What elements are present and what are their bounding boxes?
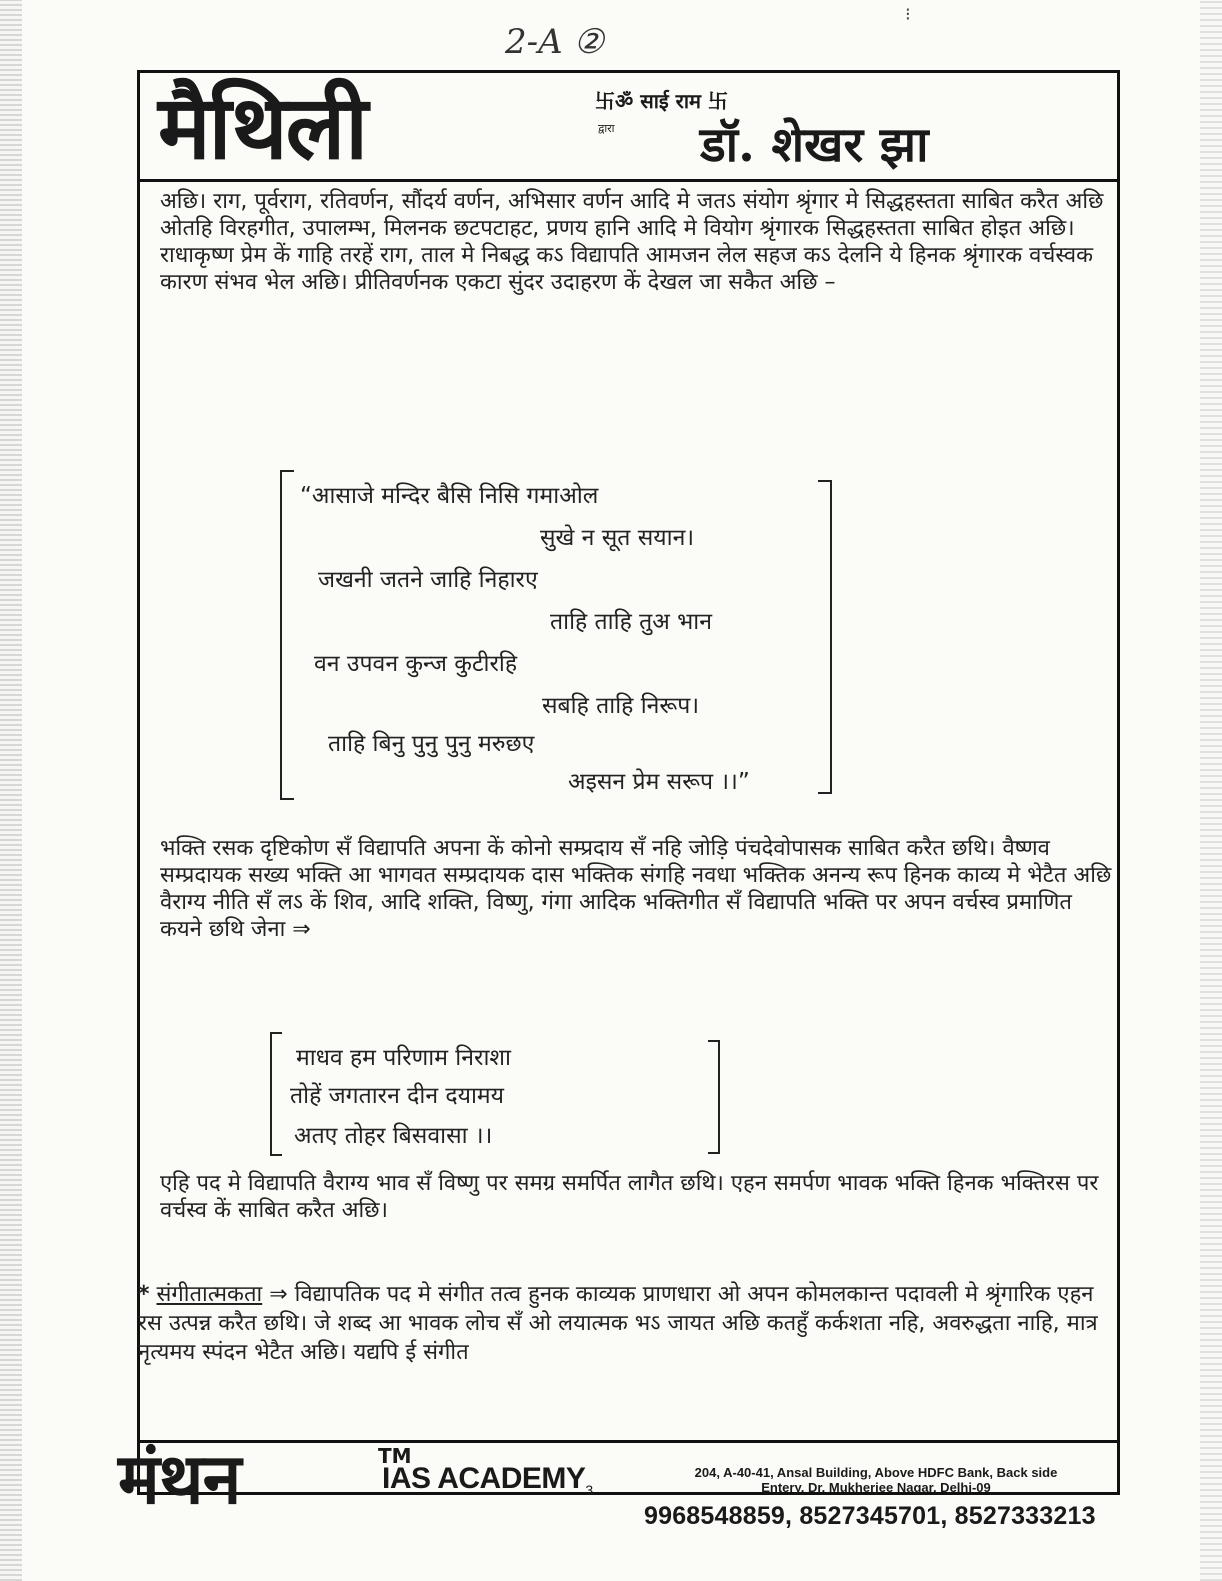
section-text: विद्यापतिक पद मे संगीत तत्व हुनक काव्यक प्राणधारा ओ अपन कोमलकान्त पदावली मे श्रृंगारिक एहन रस उत्पन्न करैत छथि। जे शब्द आ भावक लोच सँ ओ लयात्मक भऽ जायत अछि कतहुँ कर्कशता नहि, अवरुद्धता नाहि, मात्र नृत्यमय स्पंदन भेटैत अछि। यद्यपि ई संगीत [138, 1282, 1098, 1365]
verse-line: ताहि ताहि तुअ भान [550, 609, 712, 635]
paragraph-bhakti: भक्ति रसक दृष्टिकोण सँ विद्यापति अपना कें कोनो सम्प्रदाय सँ नहि जोड़ि पंचदेवोपासक साबित करैत छथि। वैष्णव सम्प्रदायक सख्य भक्ति आ भागवत सम्प्रदायक दास भक्तिक संगहि नवधा भक्तिक अनन्य रूप हिनक काव्य मे भेटैत अछि वैराग्य नीति सँ लऽ कें शिव, आदि शक्ति, विष्णु, गंगा आदिक भक्तिगीत सँ विद्यापति भक्ति पर अपन वर्चस्व प्रमाणित कयने छथि जेना ⇒ [160, 836, 1112, 942]
scan-edge-left [0, 0, 22, 1581]
bracket-left [280, 470, 294, 800]
brand-logo: मंथन [118, 1437, 241, 1520]
paragraph-intro: अछि। राग, पूर्वराग, रतिवर्णन, सौंदर्य वर्णन, अभिसार वर्णन आदि मे जतऽ संयोग श्रृंगार मे सिद्धहस्तता साबित करैत अछि ओतहि विरहगीत, उपालम्भ, मिलनक छटपटाहट, प्रणय हानि आदि मे वियोग श्रृंगारक सिद्धहस्तता साबित होइत अछि। राधाकृष्ण प्रेम कें गाहि तरहें राग, ताल मे निबद्ध कऽ विद्यापति आमजन लेल सहज कऽ देलनि ये हिनक श्रृंगारक वर्चस्वक कारण संभव भेल अछि। प्रीतिवर्णनक एकटा सुंदर उदाहरण कें देखल जा सकैत अछि – [160, 189, 1104, 295]
verse-line: “आसाजे मन्दिर बैसि निसि गमाओल [300, 483, 599, 509]
subject-title: मैथिली [158, 75, 367, 179]
page-number: 2-A ② [505, 22, 604, 62]
verse-line: माधव हम परिणाम निराशा [296, 1045, 511, 1071]
verse-block-2 [270, 1032, 720, 1156]
phone-numbers: 9968548859, 8527345701, 8527333213 [644, 1502, 1096, 1530]
section-heading: संगीतात्मकता [156, 1282, 263, 1307]
address-line: 204, A-40-41, Ansal Building, Above HDFC Bank, Back side [694, 1465, 1058, 1480]
arrow-icon: ⇒ [269, 1282, 288, 1307]
verse-line: तोहें जगतारन दीन दयामय [290, 1083, 505, 1109]
academy-label: IAS ACADEMY [382, 1462, 586, 1495]
invocation-text: 卐ॐ साई राम 卐 [595, 89, 728, 113]
bracket-right [708, 1040, 720, 1154]
verse-line: जखनी जतने जाहि निहारए [318, 567, 538, 593]
trademark-mark: TM [378, 1444, 412, 1468]
author-name: डॉ. शेखर झा [700, 117, 929, 173]
verse-line: अतए तोहर बिसवासा ।। [294, 1123, 493, 1149]
page-header [140, 73, 1117, 182]
section-musicality [138, 1280, 1113, 1367]
verse-block-1 [280, 470, 832, 800]
verse-line: वन उपवन कुन्ज कुटीरहि [314, 651, 518, 677]
verse-line: सबहि ताहि निरूप। [542, 693, 700, 719]
verse-line: सुखे न सूत सयान। [540, 525, 695, 551]
academy-subscript: 3 [585, 1482, 593, 1498]
bracket-right [818, 480, 832, 794]
address-line: Entery, Dr. Mukherjee Nagar, Delhi-09 [761, 1480, 991, 1495]
verse-line: अइसन प्रेम सरूप ।।” [568, 769, 750, 795]
bullet-asterisk: * [138, 1282, 150, 1307]
bracket-left [270, 1032, 282, 1156]
paragraph-vairagya: एहि पद मे विद्यापति वैराग्य भाव सँ विष्णु पर समग्र समर्पित लागैत छथि। एहन समर्पण भावक भक्ति हिनक भक्तिरस पर वर्चस्व कें साबित करैत अछि। [160, 1171, 1099, 1223]
scan-mark: ⁝ [905, 4, 911, 25]
by-label: द्वारा [598, 122, 615, 135]
address-block [646, 1465, 1106, 1495]
scan-edge-right [1200, 0, 1222, 1581]
academy-name [382, 1462, 593, 1498]
verse-line: ताहि बिनु पुनु पुनु मरुछए [328, 731, 535, 757]
